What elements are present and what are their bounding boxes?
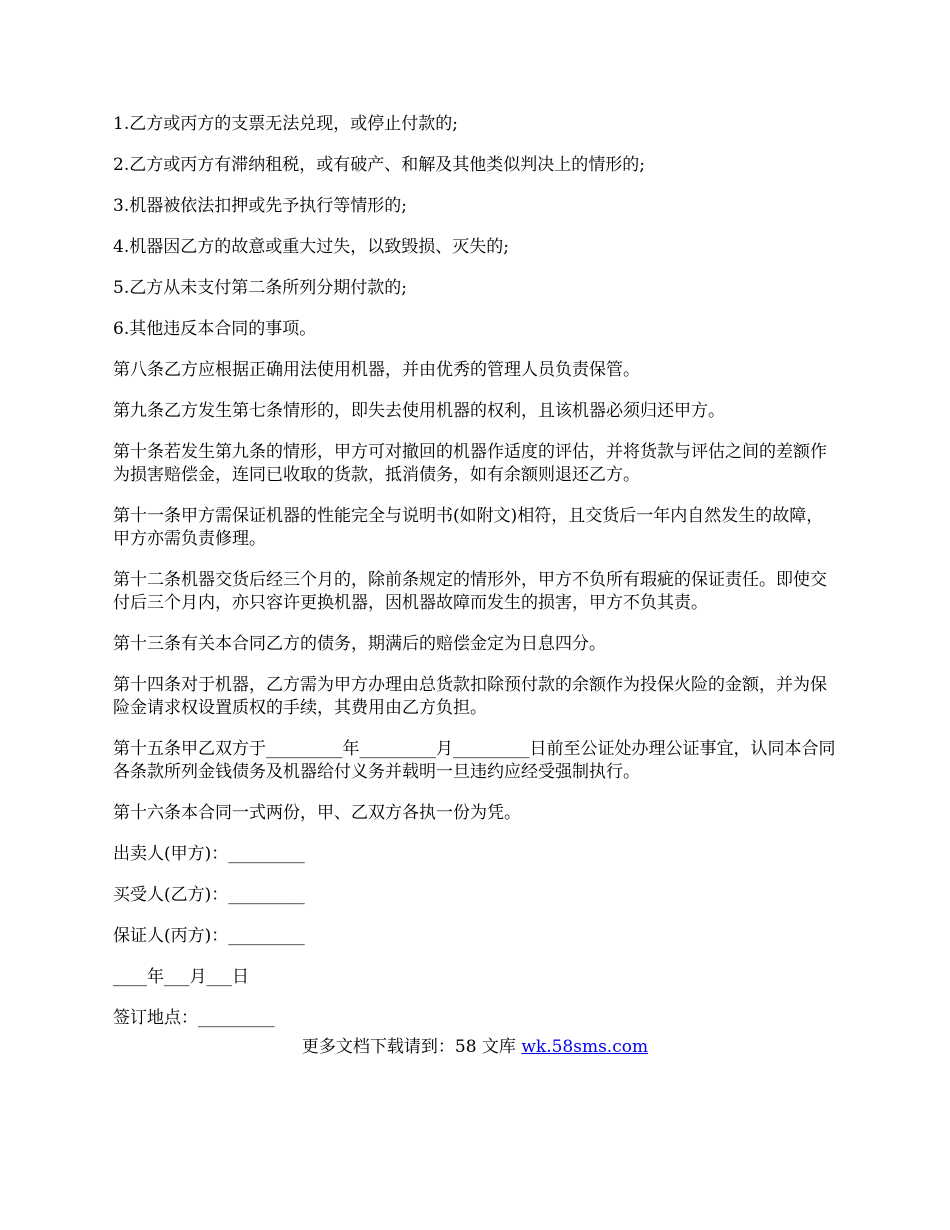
date-line: ____年___月___日 bbox=[113, 967, 249, 987]
paragraph-item-5: 5.乙方从未支付第二条所列分期付款的; bbox=[113, 278, 407, 298]
paragraph-item-6: 6.其他违反本合同的事项。 bbox=[113, 319, 317, 339]
seller-signature-line: 出卖人(甲方)：_________ bbox=[113, 844, 305, 864]
buyer-signature-line: 买受人(乙方)：_________ bbox=[113, 885, 305, 905]
article-9: 第九条乙方发生第七条情形的，即失去使用机器的权利，且该机器必须归还甲方。 bbox=[113, 401, 725, 421]
article-10: 第十条若发生第九条的情形，甲方可对撤回的机器作适度的评估，并将货款与评估之间的差额作为损害赔偿金，连同已收取的货款，抵消债务，如有余额则退还乙方。 bbox=[113, 442, 827, 485]
footer-link[interactable]: wk.58sms.com bbox=[521, 1037, 649, 1057]
article-13: 第十三条有关本合同乙方的债务，期满后的赔偿金定为日息四分。 bbox=[113, 634, 606, 654]
article-11: 第十一条甲方需保证机器的性能完全与说明书(如附文)相符，且交货后一年内自然发生的故障，甲方亦需负责修理。 bbox=[113, 506, 824, 549]
paragraph-item-3: 3.机器被依法扣押或先予执行等情形的; bbox=[113, 196, 407, 216]
footer-text: 更多文档下载请到：58 文库 bbox=[301, 1037, 522, 1057]
article-15: 第十五条甲乙双方于_________年_________月_________日前至公证处办理公证事宜，认同本合同各条款所列金钱债务及机器给付义务并载明一旦违约应经受强制执行。 bbox=[113, 739, 836, 782]
article-12: 第十二条机器交货后经三个月的，除前条规定的情形外，甲方不负所有瑕疵的保证责任。即使交付后三个月内，亦只容许更换机器，因机器故障而发生的损害，甲方不负其责。 bbox=[113, 570, 827, 613]
paragraph-item-2: 2.乙方或丙方有滞纳租税，或有破产、和解及其他类似判决上的情形的; bbox=[113, 155, 645, 175]
paragraph-item-4: 4.机器因乙方的故意或重大过失，以致毁损、灭失的; bbox=[113, 237, 509, 257]
document-body bbox=[113, 113, 840, 1048]
guarantor-signature-line: 保证人(丙方)：_________ bbox=[113, 926, 305, 946]
article-14: 第十四条对于机器，乙方需为甲方办理由总货款扣除预付款的余额作为投保火险的金额，并为保险金请求权设置质权的手续，其费用由乙方负担。 bbox=[113, 675, 827, 718]
article-16: 第十六条本合同一式两份，甲、乙双方各执一份为凭。 bbox=[113, 803, 521, 823]
page-footer bbox=[0, 1036, 950, 1059]
article-8: 第八条乙方应根据正确用法使用机器，并由优秀的管理人员负责保管。 bbox=[113, 360, 640, 380]
paragraph-item-1: 1.乙方或丙方的支票无法兑现，或停止付款的; bbox=[113, 114, 458, 134]
signing-place-line: 签订地点：_________ bbox=[113, 1008, 275, 1028]
